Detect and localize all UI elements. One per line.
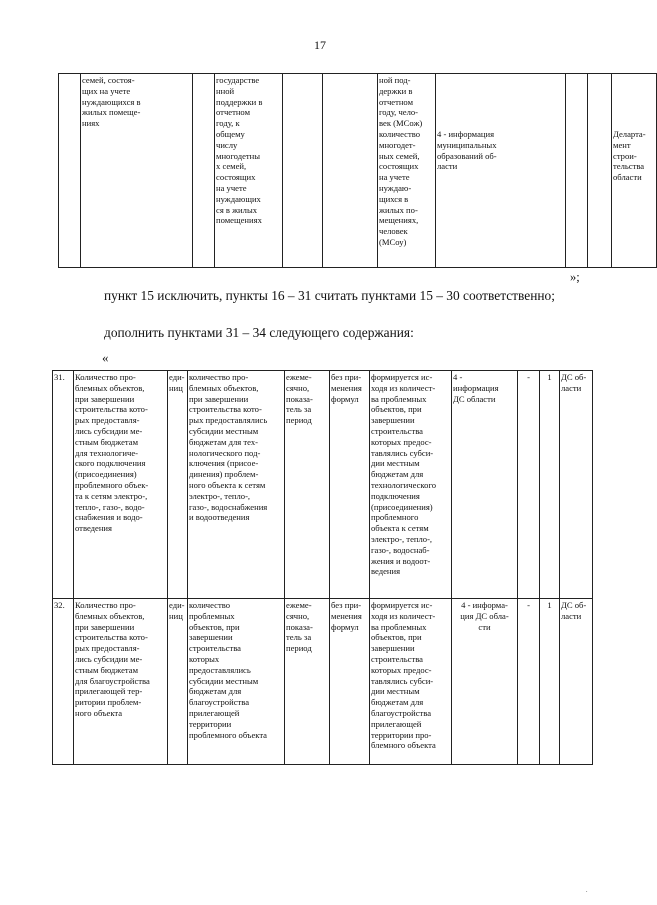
cell-one: 1 bbox=[540, 599, 560, 765]
paragraph-exclude-point: пункт 15 исключить, пункты 16 – 31 считать пунктами 15 – 30 соответственно; bbox=[104, 288, 555, 303]
cell-components: формируется ис- ходя из количест- ва проблемных объектов, при завершении строительства которых предос- тавлялись субси- дии местным бюджетам для благоустройства прилегающей территории про- блемного объекта bbox=[370, 599, 452, 765]
table-row bbox=[59, 74, 657, 268]
cell-definition: количество про- блемных объектов, при завершении строительства кото- рых предоставлялись субсидии местным бюджетам для тех- нологического под- ключения (присое- динения) проблем- ного объекта к сетям электро-, тепло-, газо-, водоснабжения и водоотведения bbox=[188, 371, 285, 599]
cell-periodicity bbox=[283, 74, 323, 268]
page-number: 17 bbox=[314, 38, 326, 52]
cell-unit bbox=[193, 74, 215, 268]
cell-extra-2 bbox=[588, 74, 612, 268]
cell-number: 31. bbox=[53, 371, 74, 599]
cell-indicator-name: Количество про- блемных объектов, при завершении строительства кото- рых предоставля- лись субсидии ме- стным бюджетам для благоустройства прилегающей тер- ритории проблем- ного объекта bbox=[74, 599, 168, 765]
cell-unit: еди- ниц bbox=[168, 371, 188, 599]
cell-source: 4 - информация муниципальных образований об- ласти bbox=[436, 74, 566, 268]
cell-source: 4 - информа- ция ДС обла- сти bbox=[452, 599, 518, 765]
cell-indicator-name: семей, состоя- щих на учете нуждающихся в жилых помеще- ниях bbox=[81, 74, 193, 268]
cell-unit: еди- ниц bbox=[168, 599, 188, 765]
cell-definition: количество проблемных объектов, при завершении строительства которых предоставлялись субсидии местным бюджетам для благоустройства прилегающей территории проблемного объекта bbox=[188, 599, 285, 765]
cell-components: формируется ис- ходя из количест- ва проблемных объектов, при завершении строительства которых предос- тавлялись субси- дии местным бюджетам для технологического подключения (присоединения) проблемного объекта к сетям электро-, тепло-, газо-, водоснаб- жения и водоот- ведения bbox=[370, 371, 452, 599]
table-row bbox=[53, 371, 593, 599]
cell-dash: - bbox=[518, 371, 540, 599]
cell-number: 32. bbox=[53, 599, 74, 765]
cell-definition: государстве нной поддержки в отчетном году, к общему числу многодетны х семей, состоящих на учете нуждающих ся в жилых помещениях bbox=[215, 74, 283, 268]
cell-periodicity: ежеме- сячно, показа- тель за период bbox=[285, 371, 330, 599]
cell-method: без при- менения формул bbox=[330, 599, 370, 765]
table-row bbox=[53, 599, 593, 765]
continuation-table bbox=[58, 73, 657, 268]
cell-periodicity: ежеме- сячно, показа- тель за период bbox=[285, 599, 330, 765]
cell-dash: - bbox=[518, 599, 540, 765]
cell-extra-1 bbox=[566, 74, 588, 268]
cell-responsible: Деларта- мент строи- тельства области bbox=[612, 74, 657, 268]
cell-number bbox=[59, 74, 81, 268]
opening-quote: « bbox=[102, 350, 109, 365]
closing-quote: »; bbox=[570, 270, 580, 284]
cell-method bbox=[323, 74, 378, 268]
cell-indicator-name: Количество про- блемных объектов, при завершении строительства кото- рых предоставля- лись субсидии ме- стным бюджетам для технологиче- ского подключения (присоединения) проблемного объек- та к сетям электро-, тепло-, газо-, водо- снабжения и водо- отведения bbox=[74, 371, 168, 599]
cell-one: 1 bbox=[540, 371, 560, 599]
cell-source: 4 - информация ДС области bbox=[452, 371, 518, 599]
scan-mark: . bbox=[586, 888, 588, 894]
cell-components: ной под- держки в отчетном году, чело- век (МСож) количество многодет- ных семей, состоящих на учете нуждаю- щихся в жилых по- мещениях, человек (МСоу) bbox=[378, 74, 436, 268]
paragraph-add-points: дополнить пунктами 31 – 34 следующего содержания: bbox=[104, 325, 414, 340]
cell-responsible: ДС об- ласти bbox=[560, 371, 593, 599]
cell-method: без при- менения формул bbox=[330, 371, 370, 599]
main-table bbox=[52, 370, 593, 765]
cell-responsible: ДС об- ласти bbox=[560, 599, 593, 765]
